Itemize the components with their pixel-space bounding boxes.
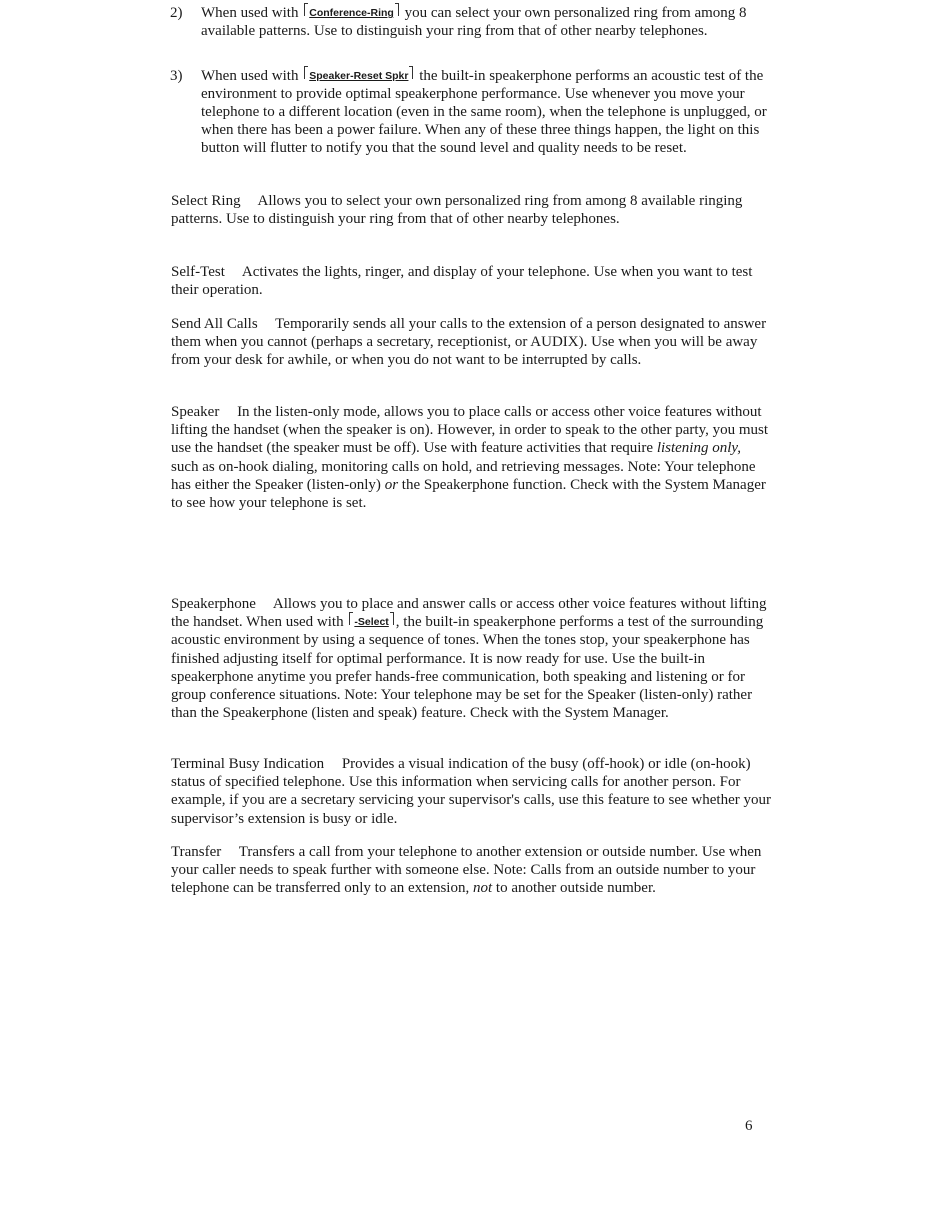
numbered-item-3 [170,67,780,157]
entry-text: Allows you to select your own personalized ring from among 8 available ringing patterns. Use to distinguish your ring from that of other nearby telephones. [171,193,743,228]
item-number: 3) [170,68,183,84]
conference-ring-button-label: Conference-Ring [304,4,399,22]
entry-speakerphone: Speakerphone Allows you to place and answer calls or access other voice features without lifting the handset. When used with -Select , the built-in speakerphone performs a test of the surrounding acoustic environment by using a sequence of tones. When the tones stop, your speakerphone has finished adjusting itself for optimal performance. It is now ready for use. Use the built-in speakerphone anytime you prefer hands-free communication, both speaking and listening or for group conference situations. Note: Your telephone may be set for the Speaker (listen-only) rather than the Speakerphone (listen and speak) feature. Check with the System Manager. [171,596,767,722]
entry-text: Temporarily sends all your calls to the extension of a person designated to answer them when you cannot (perhaps a secretary, receptionist, or AUDIX). Use when you will be away from your desk for awhile, or when you do not want to be interrupted by calls. [171,316,767,369]
entry-self-test [171,263,771,299]
entry-text: Allows you to place and answer calls or access other voice features without lifting the handset. When used with [171,596,767,631]
numbered-item-2 [170,4,780,40]
entry-term: Self-Test [171,264,225,280]
entry-term: Terminal Busy Indication [171,756,325,772]
entry-speaker: Speaker In the listen-only mode, allows you to place calls or access other voice features without lifting the handset (when the speaker is on). However, in order to speak to the other party, you must use the handset (the speaker must be off). Use with feature activities that require listening only, such as on-hook dialing, monitoring calls on hold, and retrieving messages. Note: Your telephone has either the Speaker (listen-only) or the Speakerphone function. Check with the System Manager to see how your telephone is set. [171,404,769,512]
entry-terminal-busy-indication [171,755,771,828]
entry-term: Send All Calls [171,316,258,332]
entry-text: Activates the lights, ringer, and display of your telephone. Use when you want to test their operation. [171,264,753,299]
entry-send-all-calls [171,315,771,370]
item-text: When used with Conference-Ring you can select your own personalized ring from among 8 available patterns. Use to distinguish your ring from that of other nearby telephones. [201,5,747,39]
entry-term: Speakerphone [171,596,256,612]
speaker-reset-button-label: Speaker-Reset Spkr [304,67,413,85]
entry-term: Select Ring [171,193,241,209]
entry-term: Speaker [171,404,220,420]
entry-text: Provides a visual indication of the busy (off-hook) or idle (on-hook) status of specified telephone. Use this information when servicing calls for another person. For example, if you are a secretary servicing your supervisor's calls, use this feature to see whether your supervisor’s extension is busy or idle. [171,756,771,827]
entry-transfer: Transfer Transfers a call from your telephone to another extension or outside number. Use when your caller needs to speak further with someone else. Note: Calls from an outside number to your telephone can be transferred only to an extension, not to another outside number. [171,844,762,897]
select-button-label: -Select [349,613,393,631]
entry-text: In the listen-only mode, allows you to place calls or access other voice features without lifting the handset (when the speaker is on). However, in order to speak to the other party, you must use the handset (the speaker must be off). Use with feature activities that require [171,404,769,457]
item-text: When used with Speaker-Reset Spkr the built-in speakerphone performs an acoustic test of the environment to provide optimal speakerphone performance. Use whenever you move your telephone to a different location (even in the same room), when the telephone is unplugged, or when there has been a power failure. When any of these three things happen, the light on this button will flutter to notify you that the sound level and quality needs to be reset. [201,68,767,156]
page-number: 6 [745,1118,753,1134]
entry-term: Transfer [171,844,222,860]
item-number: 2) [170,5,183,21]
entry-select-ring [171,192,771,228]
entry-text: Transfers a call from your telephone to another extension or outside number. Use when your caller needs to speak further with someone else. Note: Calls from an outside number to your telephone can be transferred only to an extension, [171,844,762,897]
